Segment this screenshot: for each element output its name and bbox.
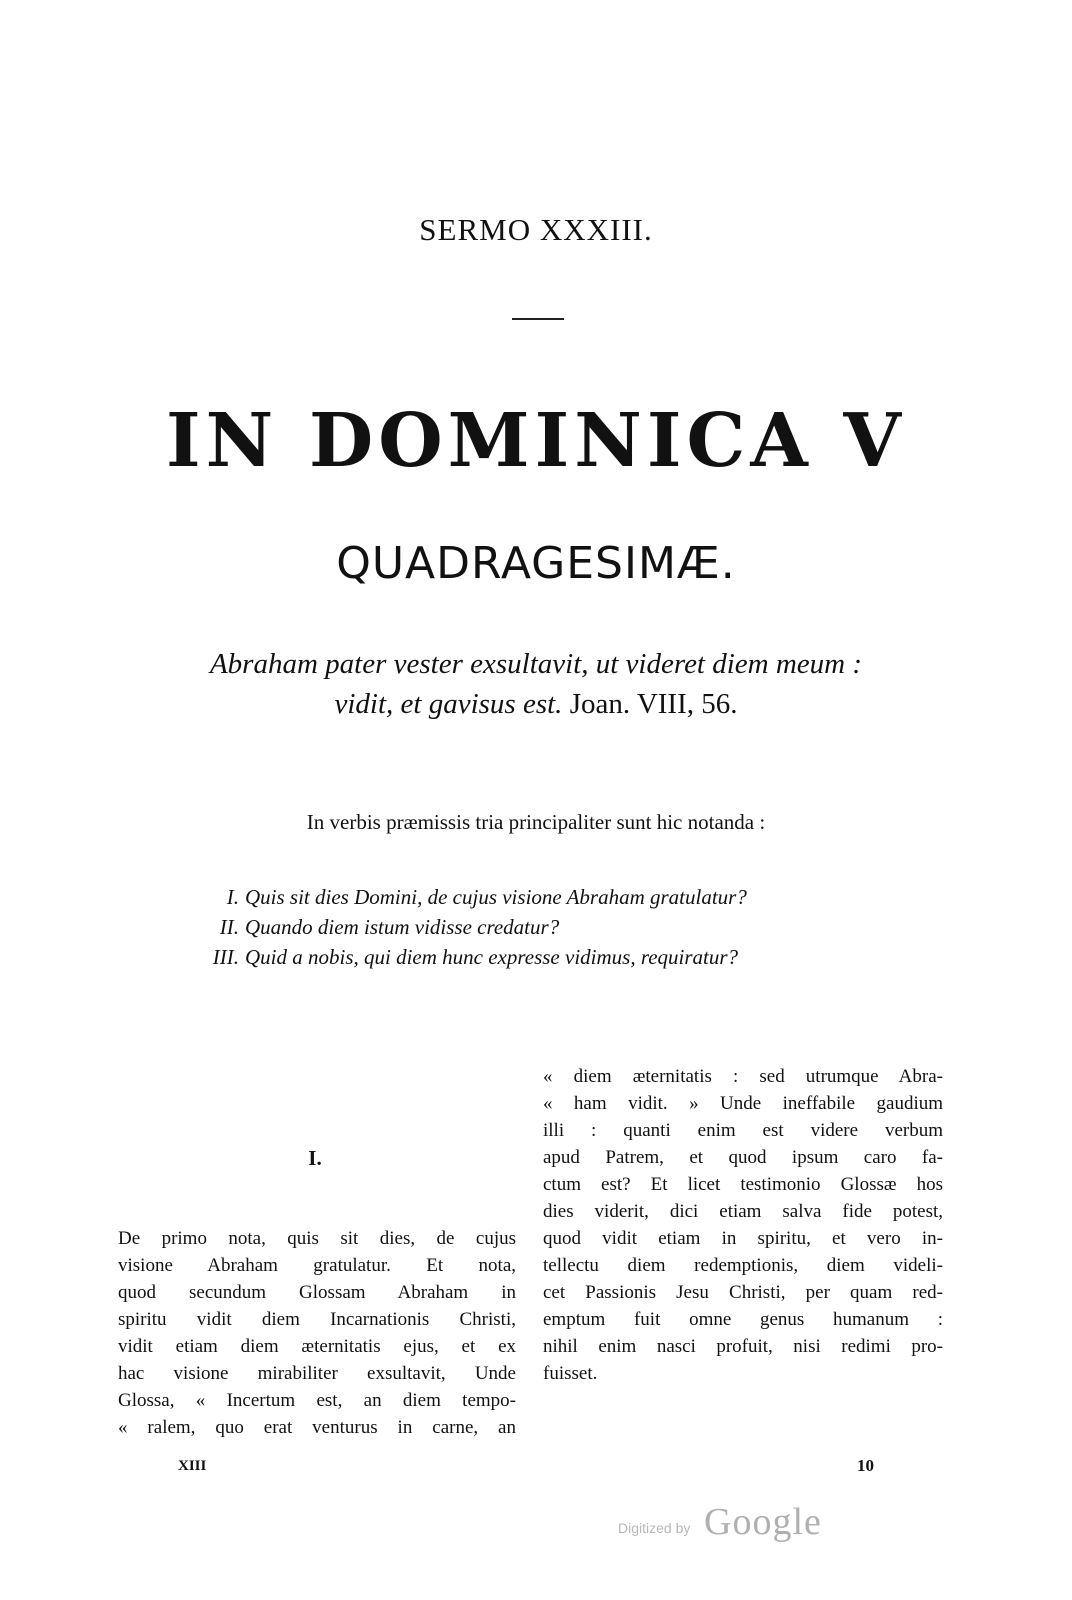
- text-line: tellectu diem redemptionis, diem videli-: [543, 1255, 943, 1276]
- title-divider: [512, 318, 564, 320]
- text-line: « ralem, quo erat venturus in carne, an: [118, 1417, 516, 1438]
- epigraph: [0, 644, 1072, 724]
- text-line: quod secundum Glossam Abraham in: [118, 1282, 516, 1303]
- text-line: De primo nota, quis sit dies, de cujus: [118, 1228, 516, 1249]
- right-column: [543, 1063, 943, 1387]
- point-item: [205, 942, 905, 972]
- epigraph-quote-end: vidit, et gavisus est.: [334, 688, 563, 720]
- sermon-number: SERMO XXXIII.: [419, 212, 653, 247]
- google-logo: Google: [704, 1501, 822, 1543]
- page-title: IN DOMINICA V: [166, 398, 906, 484]
- point-text: Quis sit dies Domini, de cujus visione Abraham gratulatur?: [245, 885, 747, 909]
- point-text: Quando diem istum vidisse credatur?: [245, 915, 560, 939]
- text-line: spiritu vidit diem Incarnationis Christi,: [118, 1309, 516, 1330]
- text-line: emptum fuit omne genus humanum :: [543, 1309, 943, 1330]
- signature-mark: XIII: [178, 1458, 207, 1474]
- text-line: vidit etiam diem æternitatis ejus, et ex: [118, 1336, 516, 1357]
- text-line: illi : quanti enim est videre verbum: [543, 1120, 943, 1141]
- text-line: visione Abraham gratulatur. Et nota,: [118, 1255, 516, 1276]
- digitized-watermark: [618, 1500, 878, 1550]
- point-number: II.: [219, 915, 239, 939]
- text-line: hac visione mirabiliter exsultavit, Unde: [118, 1363, 516, 1384]
- epigraph-line-2: [0, 684, 1072, 724]
- point-text: Quid a nobis, qui diem hunc expresse vidimus, requiratur?: [245, 945, 739, 969]
- page-number: 10: [857, 1456, 874, 1475]
- point-item: [205, 912, 905, 942]
- text-line: « ham vidit. » Unde ineffabile gaudium: [543, 1093, 943, 1114]
- left-column: [118, 1225, 516, 1441]
- epigraph-line-1: Abraham pater vester exsultavit, ut videret diem meum :: [209, 648, 863, 680]
- text-line: dies viderit, dici etiam salva fide potest,: [543, 1201, 943, 1222]
- points-list: [205, 882, 905, 972]
- intro-text: In verbis præmissis tria principaliter sunt hic notanda :: [306, 810, 766, 834]
- point-number: III.: [212, 945, 239, 969]
- watermark-prefix: Digitized by: [618, 1520, 691, 1536]
- text-line: apud Patrem, et quod ipsum caro fa-: [543, 1147, 943, 1168]
- point-item: [205, 882, 905, 912]
- page-subtitle: QUADRAGESIMÆ.: [336, 538, 736, 589]
- text-line: nihil enim nasci profuit, nisi redimi pro-: [543, 1336, 943, 1357]
- epigraph-reference: Joan. VIII, 56.: [562, 688, 738, 720]
- point-number: I.: [226, 885, 239, 909]
- text-line: fuisset.: [543, 1363, 598, 1384]
- text-line: Glossa, « Incertum est, an diem tempo-: [118, 1390, 516, 1411]
- text-line: quod vidit etiam in spiritu, et vero in-: [543, 1228, 943, 1249]
- text-line: ctum est? Et licet testimonio Glossæ hos: [543, 1174, 943, 1195]
- section-number: I.: [308, 1146, 322, 1170]
- text-line: « diem æternitatis : sed utrumque Abra-: [543, 1066, 943, 1087]
- text-line: cet Passionis Jesu Christi, per quam red-: [543, 1282, 943, 1303]
